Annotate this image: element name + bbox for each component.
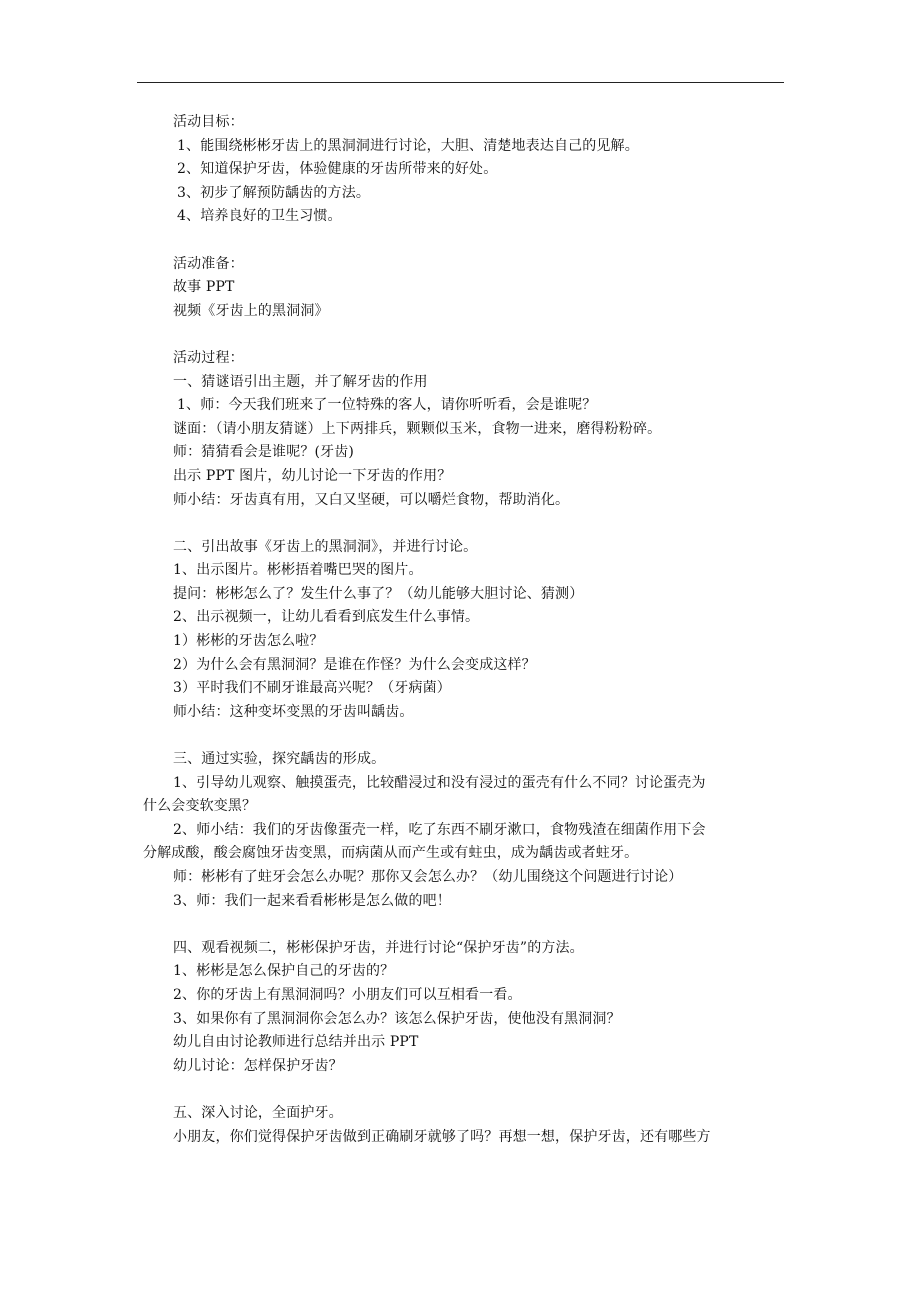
goal-item: 2、知道保护牙齿，体验健康的牙齿所带来的好处。 [177,161,498,178]
part5-title: 五、深入讨论，全面护牙。 [173,1104,343,1121]
part4-line: 3、如果你有了黑洞洞你会怎么办？该怎么保护牙齿，使他没有黑洞洞？ [173,1010,621,1027]
part3-para1-rest: 什么会变软变黑？ [143,798,257,815]
part1-line: 出示 PPT 图片，幼儿讨论一下牙齿的作用？ [173,467,452,484]
goal-item: 4、培养良好的卫生习惯。 [177,208,342,225]
part3-para3: 师：彬彬有了蛀牙会怎么办呢？那你又会怎么办？（幼儿围绕这个问题进行讨论） [173,869,683,885]
spacer [173,724,785,748]
spacer [173,229,785,253]
part1-line: 谜面：（请小朋友猜谜）上下两排兵，颗颗似玉米，食物一进来，磨得粉粉碎。 [173,420,662,437]
part2-line: 3）平时我们不刷牙谁最高兴呢？（牙病菌） [173,680,451,697]
part3-para1-first: 1、引导幼儿观察、触摸蛋壳，比较醋浸过和没有浸过的蛋壳有什么不同？讨论蛋壳为 [173,774,706,791]
spacer [173,913,785,937]
part1-title: 一、猜谜语引出主题，并了解牙齿的作用 [173,373,428,390]
part4-title: 四、观看视频二，彬彬保护牙齿，并进行讨论“保护牙齿”的方法。 [173,939,584,956]
part3-title: 三、通过实验，探究龋齿的形成。 [173,751,386,768]
part1-line: 师小结：牙齿真有用，又白又坚硬，可以嚼烂食物，帮助消化。 [173,491,570,508]
document-body [143,111,785,1149]
goals-heading: 活动目标： [173,114,244,130]
process-heading: 活动过程： [173,349,244,366]
part1-line: 1、师：今天我们班来了一位特殊的客人，请你听听看，会是谁呢？ [177,397,597,414]
goal-item: 1、能围绕彬彬牙齿上的黑洞洞进行讨论，大胆、清楚地表达自己的见解。 [177,137,639,154]
prep-item: 视频《牙齿上的黑洞洞》 [173,302,329,319]
part1-line: 师：猜猜看会是谁呢？(牙齿) [173,444,355,461]
part4-line: 幼儿自由讨论教师进行总结并出示 PPT [173,1034,419,1051]
part2-line: 1、出示图片。彬彬捂着嘴巴哭的图片。 [173,562,423,579]
spacer [173,1078,785,1102]
goal-item: 3、初步了解预防龋齿的方法。 [177,184,371,201]
part2-line: 2）为什么会有黑洞洞？是谁在作怪？为什么会变成这样？ [173,656,536,673]
part2-title: 二、引出故事《牙齿上的黑洞洞》，并进行讨论。 [173,538,478,555]
part2-line: 1）彬彬的牙齿怎么啦？ [173,633,324,650]
part4-line: 幼儿讨论：怎样保护牙齿？ [173,1057,343,1074]
part4-line: 1、彬彬是怎么保护自己的牙齿的？ [173,963,395,980]
part3-para2-first: 2、师小结：我们的牙齿像蛋壳一样，吃了东西不刷牙漱口，食物残渣在细菌作用下会 [173,821,706,838]
part4-line: 2、你的牙齿上有黑洞洞吗？小朋友们可以互相看一看。 [173,986,522,1003]
part5-line: 小朋友，你们觉得保护牙齿做到正确刷牙就够了吗？再想一想，保护牙齿，还有哪些方 [173,1128,711,1145]
part2-line: 师小结：这种变坏变黑的牙齿叫龋齿。 [173,703,414,720]
part3-para4: 3、师：我们一起来看看彬彬是怎么做的吧！ [173,892,451,909]
prep-item: 故事 PPT [173,279,235,296]
spacer [173,323,785,347]
header-rule [137,82,784,83]
prep-heading: 活动准备： [173,255,244,272]
spacer [173,512,785,536]
part2-line: 2、出示视频一，让幼儿看看到底发生什么事情。 [173,609,480,626]
part2-line: 提问：彬彬怎么了？发生什么事了？（幼儿能够大胆讨论、猜测） [173,585,584,602]
part3-para2-rest: 分解成酸，酸会腐蚀牙齿变黑，而病菌从而产生或有蛀虫，成为龋齿或者蛀牙。 [143,845,639,862]
